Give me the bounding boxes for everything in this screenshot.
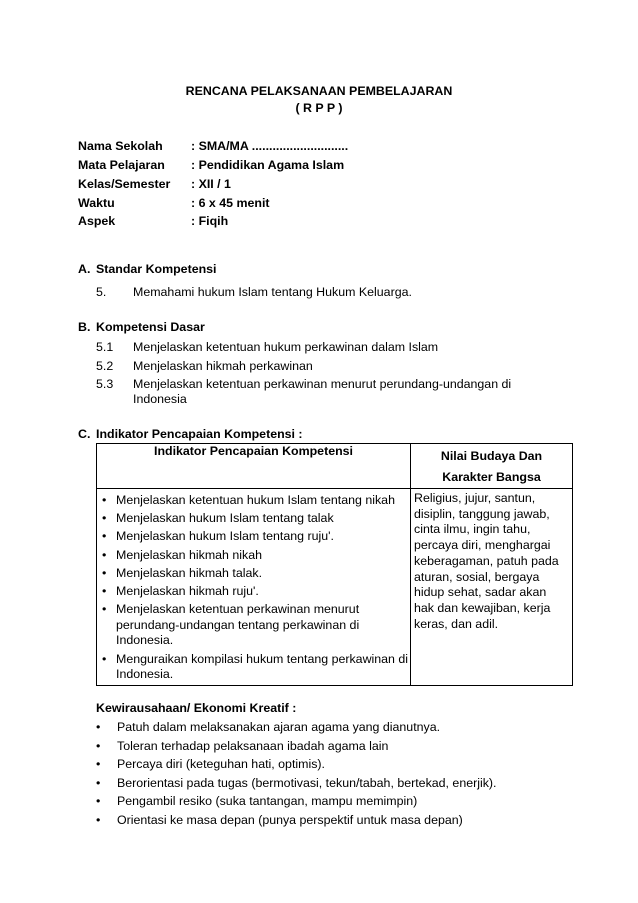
- kompetensi-dasar-number: 5.3: [96, 377, 114, 391]
- section-b-title: Kompetensi Dasar: [96, 320, 205, 334]
- kompetensi-dasar-number: 5.2: [96, 359, 114, 373]
- kompetensi-dasar-text: Menjelaskan ketentuan hukum perkawinan dalam Islam: [133, 340, 439, 354]
- indicator-list: [97, 489, 410, 683]
- values-cell: [411, 489, 573, 686]
- list-item: • Menjelaskan hikmah talak.: [101, 566, 410, 582]
- section-c-title: Indikator Pencapaian Kompetensi :: [96, 427, 303, 441]
- bullet-icon: •: [96, 720, 101, 734]
- info-label-waktu: Waktu: [78, 196, 115, 210]
- list-item: Toleran terhadap pelaksanaan ibadah agama lain: [117, 739, 389, 753]
- values-column-header: [411, 444, 573, 489]
- info-value-mata-pelajaran: : Pendidikan Agama Islam: [191, 158, 345, 172]
- list-item: • Menjelaskan hukum Islam tentang talak: [101, 511, 410, 527]
- document-subtitle: ( R P P ): [295, 101, 343, 115]
- bullet-icon: •: [96, 813, 101, 827]
- info-label-kelas-semester: Kelas/Semester: [78, 177, 171, 191]
- indicator-column-header: Indikator Pencapaian Kompetensi: [97, 444, 411, 489]
- info-value-nama-sekolah: : SMA/MA ............................: [191, 139, 349, 153]
- standar-kompetensi-text: Memahami hukum Islam tentang Hukum Keluarga.: [133, 285, 412, 299]
- kewirausahaan-title: Kewirausahaan/ Ekonomi Kreatif :: [96, 701, 297, 715]
- list-item: • Menjelaskan hukum Islam tentang ruju'.: [101, 529, 410, 545]
- standar-kompetensi-number: 5.: [96, 285, 107, 299]
- list-item: • Menjelaskan ketentuan perkawinan menurut perundang-undangan tentang perkawinan di Indonesia.: [101, 602, 410, 649]
- values-header-line1: Nilai Budaya Dan: [440, 449, 543, 463]
- character-values-text: Religius, jujur, santun, disiplin, tanggung jawab, cinta ilmu, ingin tahu, percaya diri, menghargai keberagaman, patuh pada aturan, sosial, bergaya hidup sehat, sadar akan hak dan kewajiban, kerja keras, dan adil.: [414, 491, 559, 631]
- list-item: • Menjelaskan ketentuan hukum Islam tentang nikah: [101, 493, 410, 509]
- list-item: • Menjelaskan hikmah ruju'.: [101, 584, 410, 600]
- info-label-aspek: Aspek: [78, 214, 116, 228]
- list-item: Patuh dalam melaksanakan ajaran agama yang dianutnya.: [117, 720, 441, 734]
- section-a-title: Standar Kompetensi: [96, 262, 217, 276]
- kompetensi-dasar-text-continued: Indonesia: [133, 392, 187, 406]
- list-item: Percaya diri (keteguhan hati, optimis).: [117, 757, 325, 771]
- kompetensi-dasar-text: Menjelaskan hikmah perkawinan: [133, 359, 313, 373]
- bullet-icon: •: [96, 739, 101, 753]
- kompetensi-dasar-number: 5.1: [96, 340, 114, 354]
- info-label-mata-pelajaran: Mata Pelajaran: [78, 158, 165, 172]
- section-c-letter: C.: [78, 427, 91, 441]
- list-item: Berorientasi pada tugas (bermotivasi, tekun/tabah, bertekad, enerjik).: [117, 776, 497, 790]
- indicator-list-cell: [97, 489, 411, 686]
- bullet-icon: •: [96, 776, 101, 790]
- bullet-icon: •: [96, 757, 101, 771]
- section-b-letter: B.: [78, 320, 91, 334]
- indicator-table: [96, 443, 573, 686]
- list-item: Pengambil resiko (suka tantangan, mampu memimpin): [117, 794, 418, 808]
- info-value-waktu: : 6 x 45 menit: [191, 196, 270, 210]
- section-a-letter: A.: [78, 262, 91, 276]
- values-header-line2: Karakter Bangsa: [442, 470, 541, 484]
- list-item: • Menjelaskan hikmah nikah: [101, 548, 410, 564]
- bullet-icon: •: [96, 794, 101, 808]
- document-title: RENCANA PELAKSANAAN PEMBELAJARAN: [185, 84, 453, 98]
- list-item: • Menguraikan kompilasi hukum tentang perkawinan di Indonesia.: [101, 652, 410, 683]
- kompetensi-dasar-text: Menjelaskan ketentuan perkawinan menurut perundang-undangan di: [133, 377, 512, 391]
- info-value-kelas-semester: : XII / 1: [191, 177, 231, 191]
- info-value-aspek: : Fiqih: [191, 214, 229, 228]
- info-label-nama-sekolah: Nama Sekolah: [78, 139, 163, 153]
- list-item: Orientasi ke masa depan (punya perspektif untuk masa depan): [117, 813, 463, 827]
